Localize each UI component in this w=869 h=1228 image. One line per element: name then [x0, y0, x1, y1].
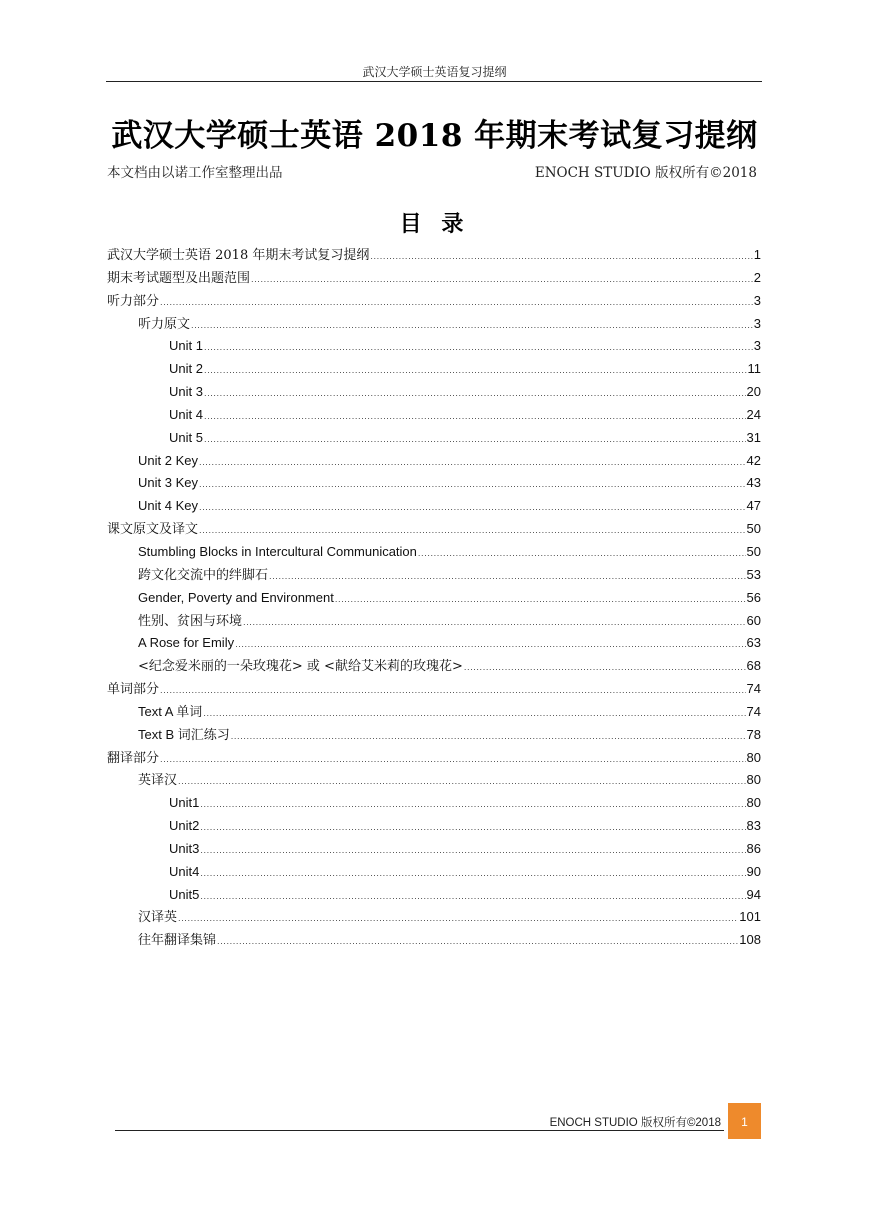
toc-entry-label: 课文原文及译文	[107, 522, 199, 538]
toc-dot-leader	[200, 840, 745, 863]
toc-dot-leader	[231, 726, 746, 749]
toc-dot-leader	[464, 657, 746, 680]
toc-entry-label: <纪念爱米丽的一朵玫瑰花> 或 <献给艾米莉的玫瑰花>	[138, 659, 463, 675]
toc-entry-page: 101	[739, 909, 761, 925]
toc-entry-page: 80	[746, 749, 761, 765]
toc-dot-leader	[418, 543, 746, 566]
toc-entry-label: 听力原文	[138, 316, 191, 332]
toc-entry-label: 往年翻译集锦	[138, 933, 217, 949]
toc-entry[interactable]	[107, 929, 761, 952]
toc-entry[interactable]	[107, 381, 761, 404]
toc-entry-label: 翻译部分	[107, 750, 160, 766]
toc-entry[interactable]	[107, 587, 761, 610]
toc-entry-page: 78	[746, 726, 761, 742]
toc-entry-page: 24	[746, 406, 761, 422]
toc-entry-label: 汉译英	[138, 910, 178, 926]
toc-entry[interactable]	[107, 358, 761, 381]
toc-dot-leader	[160, 749, 746, 772]
toc-entry[interactable]	[107, 701, 761, 724]
toc-entry[interactable]	[107, 838, 761, 861]
toc-entry[interactable]	[107, 313, 761, 336]
toc-entry-label: Unit 1	[169, 338, 203, 354]
toc-entry[interactable]	[107, 655, 761, 678]
toc-entry-label: Stumbling Blocks in Intercultural Communication	[138, 543, 417, 559]
toc-heading: 目 录	[399, 212, 470, 237]
toc-entry-page: 94	[746, 886, 761, 902]
toc-entry-label: 英译汉	[138, 773, 178, 789]
toc-entry[interactable]	[107, 541, 761, 564]
toc-entry-label: Text B 词汇练习	[138, 726, 230, 742]
toc-entry[interactable]	[107, 290, 761, 313]
toc-entry[interactable]	[107, 678, 761, 701]
toc-entry-label: Unit5	[169, 886, 200, 902]
toc-entry[interactable]	[107, 450, 761, 473]
producer-note: 本文档由以诺工作室整理出品	[107, 165, 283, 181]
toc-dot-leader	[203, 703, 745, 726]
toc-entry-page: 60	[746, 612, 761, 628]
toc-entry-label: Gender, Poverty and Environment	[138, 589, 334, 605]
toc-dot-leader	[335, 589, 746, 612]
toc-dot-leader	[199, 497, 746, 520]
copyright-note: ENOCH STUDIO 版权所有©2018	[534, 165, 757, 181]
toc-entry-label: Unit1	[169, 795, 200, 811]
toc-entry-label: A Rose for Emily	[138, 635, 235, 651]
toc-dot-leader	[178, 771, 746, 794]
toc-entry-label: Unit 4 Key	[138, 498, 198, 514]
toc-entry-page: 90	[746, 863, 761, 879]
toc-entry-label: 武汉大学硕士英语 2018 年期末考试复习提纲	[107, 248, 370, 263]
toc-entry[interactable]	[107, 244, 761, 267]
toc-entry-page: 83	[746, 818, 761, 834]
toc-entry-page: 50	[746, 543, 761, 559]
toc-entry-page: 31	[746, 429, 761, 445]
toc-entry-label: Unit 4	[169, 406, 203, 422]
toc-dot-leader	[269, 566, 746, 589]
toc-dot-leader	[199, 452, 746, 475]
toc-entry[interactable]	[107, 518, 761, 541]
toc-dot-leader	[160, 680, 746, 703]
toc-entry-page: 47	[746, 498, 761, 514]
toc-entry-page: 74	[746, 703, 761, 719]
toc-entry-label: 跨文化交流中的绊脚石	[138, 567, 269, 583]
toc-entry-label: 听力部分	[107, 293, 160, 309]
toc-dot-leader	[199, 520, 746, 543]
toc-entry[interactable]	[107, 267, 761, 290]
toc-dot-leader	[204, 337, 753, 360]
toc-entry-page: 80	[746, 772, 761, 788]
toc-entry-label: Unit2	[169, 818, 200, 834]
toc-entry[interactable]	[107, 472, 761, 495]
toc-dot-leader	[178, 908, 738, 931]
table-of-contents	[107, 244, 761, 952]
toc-dot-leader	[204, 360, 747, 383]
toc-entry-page: 2	[753, 269, 761, 285]
footer-rule	[115, 1130, 724, 1131]
toc-dot-leader	[251, 269, 753, 292]
toc-dot-leader	[160, 292, 753, 315]
toc-entry[interactable]	[107, 495, 761, 518]
toc-entry-page: 11	[747, 361, 761, 377]
toc-dot-leader	[199, 474, 746, 497]
toc-dot-leader	[200, 817, 745, 840]
toc-entry-page: 1	[753, 247, 761, 262]
toc-entry-page: 56	[746, 589, 761, 605]
toc-entry[interactable]	[107, 792, 761, 815]
footer-copyright: ENOCH STUDIO 版权所有©2018	[549, 1117, 721, 1129]
document-title: 武汉大学硕士英语 2018 年期末考试复习提纲	[111, 118, 758, 154]
toc-entry[interactable]	[107, 906, 761, 929]
toc-dot-leader	[204, 429, 746, 452]
toc-entry-page: 50	[746, 521, 761, 537]
toc-dot-leader	[200, 794, 745, 817]
toc-dot-leader	[204, 383, 746, 406]
toc-entry-label: Unit 3	[169, 384, 203, 400]
toc-dot-leader	[191, 315, 753, 338]
toc-entry-label: 期末考试题型及出题范围	[107, 270, 251, 286]
toc-dot-leader	[370, 246, 752, 269]
toc-entry-label: Unit 5	[169, 429, 203, 445]
toc-dot-leader	[204, 406, 746, 429]
toc-entry-page: 80	[746, 795, 761, 811]
toc-entry-page: 20	[746, 384, 761, 400]
toc-entry-page: 86	[746, 840, 761, 856]
toc-entry-label: Unit3	[169, 840, 200, 856]
toc-entry-page: 53	[746, 566, 761, 582]
toc-entry[interactable]	[107, 861, 761, 884]
toc-entry-label: 单词部分	[107, 682, 160, 698]
toc-entry-page: 63	[746, 635, 761, 651]
toc-entry[interactable]	[107, 747, 761, 770]
toc-dot-leader	[235, 634, 745, 657]
toc-entry-label: Text A 单词	[138, 703, 203, 719]
toc-entry[interactable]	[107, 610, 761, 633]
toc-entry[interactable]	[107, 884, 761, 907]
toc-entry-page: 3	[753, 292, 761, 308]
toc-entry-label: Unit4	[169, 863, 200, 879]
toc-entry-label: Unit 2	[169, 361, 203, 377]
toc-dot-leader	[217, 931, 738, 954]
toc-entry-page: 42	[746, 452, 761, 468]
toc-entry-label: 性别、贫困与环境	[138, 613, 243, 629]
toc-entry[interactable]	[107, 769, 761, 792]
page-number-badge: 1	[728, 1103, 761, 1139]
header-rule	[106, 81, 762, 82]
toc-entry[interactable]	[107, 632, 761, 655]
toc-entry-page: 74	[746, 681, 761, 697]
toc-entry-page: 3	[753, 315, 761, 331]
toc-entry-page: 3	[753, 338, 761, 354]
toc-entry[interactable]	[107, 335, 761, 358]
toc-dot-leader	[243, 612, 746, 635]
toc-entry-page: 68	[746, 658, 761, 674]
toc-entry[interactable]	[107, 404, 761, 427]
toc-entry-label: Unit 2 Key	[138, 452, 198, 468]
toc-entry[interactable]	[107, 815, 761, 838]
toc-entry-page: 43	[746, 475, 761, 491]
toc-entry-label: Unit 3 Key	[138, 475, 198, 491]
toc-entry[interactable]	[107, 564, 761, 587]
toc-dot-leader	[200, 886, 745, 909]
toc-entry[interactable]	[107, 724, 761, 747]
running-header: 武汉大学硕士英语复习提纲	[362, 65, 507, 79]
toc-entry[interactable]	[107, 427, 761, 450]
toc-entry-page: 108	[739, 932, 761, 948]
toc-dot-leader	[200, 863, 745, 886]
